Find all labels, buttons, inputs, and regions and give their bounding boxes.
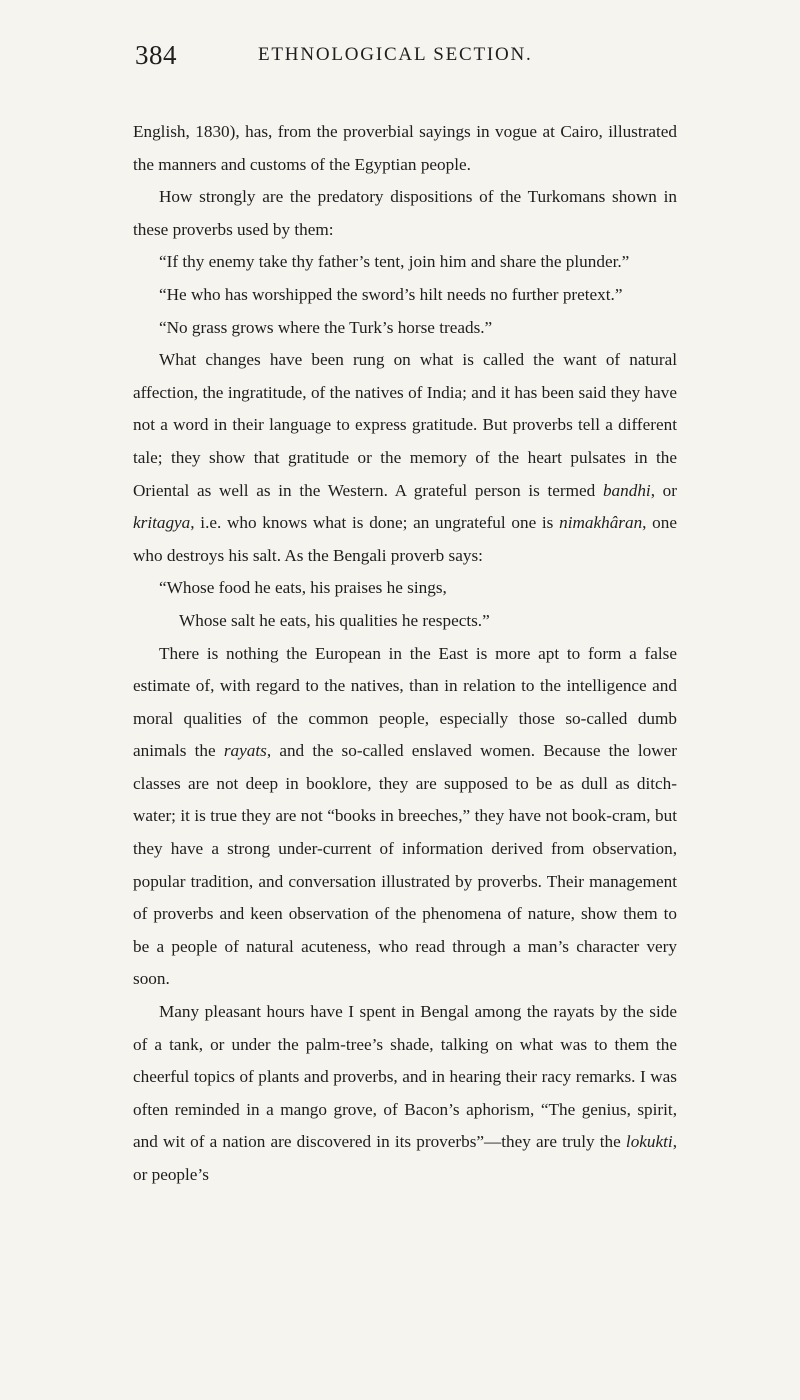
text-run: , or people’s xyxy=(133,1132,677,1184)
text-run: , or xyxy=(650,480,677,500)
proverb-quote-1: “If thy enemy take thy father’s tent, join him and share the plunder.” xyxy=(159,252,630,272)
proverb-quote-2: “He who has worshipped the sword’s hilt needs no further pretext.” xyxy=(159,284,623,304)
italic-term: rayats xyxy=(223,741,267,761)
text-run: What changes have been rung on what is called the want of natural affection, the ingratitude, of the natives of India; and it has been said they have not a word in their language to express gratitude. But proverbs tell a different tale; they show that gratitude or the memory of the heart pulsates in the Oriental as well as in the Western. A grateful person is termed xyxy=(133,350,677,500)
text-run: , one who destroys his salt. As the Bengali proverb says: xyxy=(133,513,677,565)
italic-term: lokukti xyxy=(625,1132,673,1152)
page-number: 384 xyxy=(135,40,177,70)
paragraph-gratitude xyxy=(133,344,677,572)
italic-term: bandhi xyxy=(602,480,651,500)
paragraph-turkomans: How strongly are the predatory dispositions of the Turkomans shown in these proverbs used by them: xyxy=(133,187,677,239)
text-run: There is nothing the European in the East is more apt to form a false estimate of, with regard to the natives, than in relation to the intelligence and moral qualities of the common people, especially those so-called dumb animals the xyxy=(133,643,677,761)
paragraph-continuation: English, 1830), has, from the proverbial sayings in vogue at Cairo, illustrated the manners and customs of the Egyptian people. xyxy=(133,122,677,174)
running-head: ETHNOLOGICAL SECTION. xyxy=(258,44,533,65)
proverb-quote-3: “No grass grows where the Turk’s horse treads.” xyxy=(159,317,493,337)
text-run: , and the so-called enslaved women. Because the lower classes are not deep in booklore, they are supposed to be as dull as ditch-water; it is true they are not “books in breeches,” they have not book-cram, but they have a strong under-current of information derived from observation, popular tradition, and conversation illustrated by proverbs. Their management of proverbs and keen observation of the phenomena of nature, show them to be a people of natural acuteness, who read through a man’s character very soon. xyxy=(133,741,677,989)
text-run: , i.e. who knows what is done; an ungrateful one is xyxy=(190,513,560,533)
italic-term: nimakhâran xyxy=(559,513,643,533)
paragraph-bengal-hours xyxy=(133,996,677,1192)
paragraph-european-estimate xyxy=(133,638,677,997)
page-body xyxy=(133,116,677,1192)
italic-term: kritagya xyxy=(133,513,191,533)
page-header xyxy=(135,40,675,80)
verse-line-1: “Whose food he eats, his praises he sings, xyxy=(159,578,447,598)
text-run: Many pleasant hours have I spent in Bengal among the rayats by the side of a tank, or under the palm-tree’s shade, talking on what was to them the cheerful topics of plants and proverbs, and in hearing their racy remarks. I was often reminded in a mango grove, of Bacon’s aphorism, “The genius, spirit, and wit of a nation are discovered in its proverbs”—they are truly the xyxy=(133,1002,677,1152)
verse-line-2: Whose salt he eats, his qualities he respects.” xyxy=(179,610,490,630)
